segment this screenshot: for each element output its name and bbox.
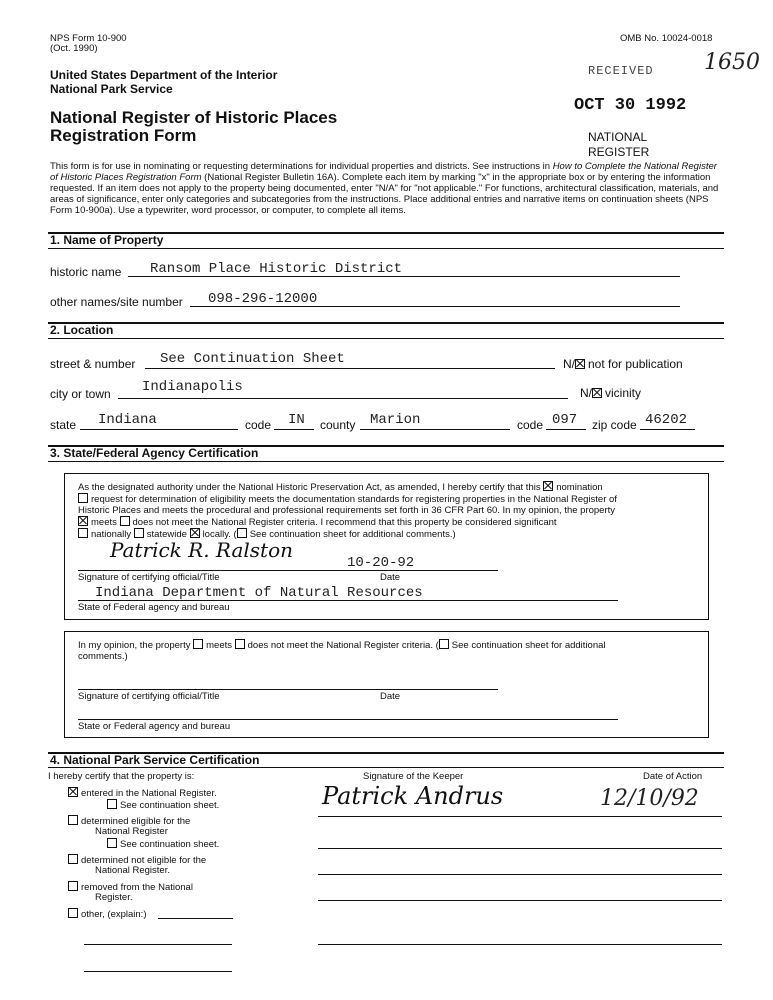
option-other: other, (explain:)	[68, 908, 146, 920]
city-na-label: N/ vicinity	[580, 386, 642, 400]
option-removed: removed from the National	[68, 881, 193, 893]
received-stamp: RECEIVED	[588, 64, 654, 78]
form-number: NPS Form 10-900	[50, 33, 127, 44]
option-removed-2: Register.	[95, 892, 133, 903]
historic-name-label: historic name	[50, 265, 122, 279]
see-continuation-checkbox[interactable]	[237, 528, 247, 538]
opinion-meets-checkbox[interactable]	[193, 639, 203, 649]
street-value[interactable]: See Continuation Sheet	[160, 351, 345, 367]
omb-number: OMB No. 10024-0018	[620, 33, 713, 44]
option-not-eligible-2: National Register.	[95, 865, 170, 876]
agency-label: State of Federal agency and bureau	[78, 602, 230, 613]
vicinity-checkbox[interactable]	[592, 388, 602, 398]
option-entered-see: See continuation sheet.	[107, 799, 219, 811]
signature-label-2: Signature of certifying official/Title	[78, 691, 220, 702]
city-label: city or town	[50, 387, 111, 401]
form-subtitle: Registration Form	[50, 126, 197, 145]
opinion-not-meet-checkbox[interactable]	[235, 639, 245, 649]
department: United States Department of the Interior	[50, 68, 278, 82]
eligible-checkbox[interactable]	[68, 815, 78, 825]
section-4-heading: 4. National Park Service Certification	[50, 753, 260, 767]
nationally-checkbox[interactable]	[78, 528, 88, 538]
opinion-see-continuation-checkbox[interactable]	[439, 639, 449, 649]
other-names-value[interactable]: 098-296-12000	[208, 291, 318, 307]
option-entered: entered in the National Register.	[68, 787, 217, 799]
option-eligible: determined eligible for the	[68, 815, 190, 827]
option-not-eligible: determined not eligible for the	[68, 854, 206, 866]
state-value[interactable]: Indiana	[98, 412, 157, 428]
eligible-see-checkbox[interactable]	[107, 838, 117, 848]
not-eligible-checkbox[interactable]	[68, 854, 78, 864]
stamp-national: NATIONAL	[588, 130, 648, 144]
section-2-heading: 2. Location	[50, 323, 114, 337]
historic-name-value[interactable]: Ransom Place Historic District	[150, 261, 403, 277]
section-1-heading: 1. Name of Property	[50, 233, 164, 247]
agency-label-2: State or Federal agency and bureau	[78, 721, 231, 732]
county-value[interactable]: Marion	[370, 412, 421, 428]
certification-date[interactable]: 10-20-92	[347, 555, 415, 571]
option-eligible-see: See continuation sheet.	[107, 838, 219, 850]
date-of-action-label: Date of Action	[643, 771, 703, 782]
statewide-checkbox[interactable]	[134, 528, 144, 538]
date-label-2: Date	[380, 691, 401, 702]
entered-see-checkbox[interactable]	[107, 799, 117, 809]
city-value[interactable]: Indianapolis	[142, 379, 243, 395]
agency-value[interactable]: Indiana Department of Natural Resources	[95, 585, 423, 601]
keeper-label: Signature of the Keeper	[363, 771, 464, 782]
removed-checkbox[interactable]	[68, 881, 78, 891]
street-na-label: N/ not for publication	[563, 357, 683, 371]
county-code-value[interactable]: 097	[552, 412, 578, 428]
other-names-label: other names/site number	[50, 295, 183, 309]
received-date-stamp: OCT 30 1992	[574, 96, 687, 115]
keeper-signature: Patrick Andrus	[322, 782, 504, 810]
does-not-meet-checkbox[interactable]	[120, 516, 130, 526]
meets-checkbox[interactable]	[78, 516, 88, 526]
not-for-publication-checkbox[interactable]	[575, 359, 585, 369]
stamp-register: REGISTER	[588, 145, 650, 159]
county-label: county	[320, 418, 356, 432]
state-label: state	[50, 418, 77, 432]
date-label: Date	[380, 572, 401, 583]
action-date: 12/10/92	[600, 786, 699, 811]
nomination-checkbox[interactable]	[543, 481, 553, 491]
other-checkbox[interactable]	[68, 908, 78, 918]
option-eligible-2: National Register	[95, 826, 168, 837]
form-title: National Register of Historic Places	[50, 108, 338, 127]
locally-checkbox[interactable]	[190, 528, 200, 538]
request-checkbox[interactable]	[78, 493, 88, 503]
service: National Park Service	[50, 82, 173, 96]
certify-text: I hereby certify that the property is:	[48, 771, 195, 782]
signature-label: Signature of certifying official/Title	[78, 572, 220, 583]
section-3-heading: 3. State/Federal Agency Certification	[50, 446, 259, 460]
state-code-value[interactable]: IN	[288, 412, 305, 428]
street-label: street & number	[50, 357, 136, 371]
opinion-text: In my opinion, the property meets does not meet the National Register criteria. ( See continuation sheet for additional comments.)	[78, 640, 606, 662]
handwritten-number: 1650	[704, 50, 760, 75]
certifying-signature: Patrick R. Ralston	[110, 538, 293, 562]
instructions-paragraph: This form is for use in nominating or requesting determinations for individual properties and districts. See instructions in How to Complete the National Register of Historic Places Registration Form (National Register Bulletin 16A). Complete each item by marking "x" in the appropriate box or by entering the information requested. If an item does not apply to the property being documented, enter "N/A" for "not applicable." For functions, architectural classification, materials, and areas of significance, enter only categories and subcategories from the instructions. Place additional entries and narrative items on continuation sheets (NPS Form 10-900a). Use a typewriter, word processor, or computer, to complete all items.	[50, 161, 719, 216]
form-date: (Oct. 1990)	[50, 43, 98, 54]
certification-text: As the designated authority under the National Historic Preservation Act, as amended, I hereby certify that this nomination request for determination of eligibility meets the documentation standards for registering properties in the National Register of Historic Places and meets the procedural and professional requirements set forth in 36 CFR Part 60. In my opinion, the property meets does not meet the National Register criteria. I recommend that this property be considered significant nationally statewide locally. ( See continuation sheet for additional comments.)	[78, 482, 617, 540]
zip-value[interactable]: 46202	[645, 412, 688, 428]
entered-checkbox[interactable]	[68, 787, 78, 797]
state-code-label: code	[245, 418, 272, 432]
zip-label: zip code	[592, 418, 637, 432]
county-code-label: code	[517, 418, 544, 432]
